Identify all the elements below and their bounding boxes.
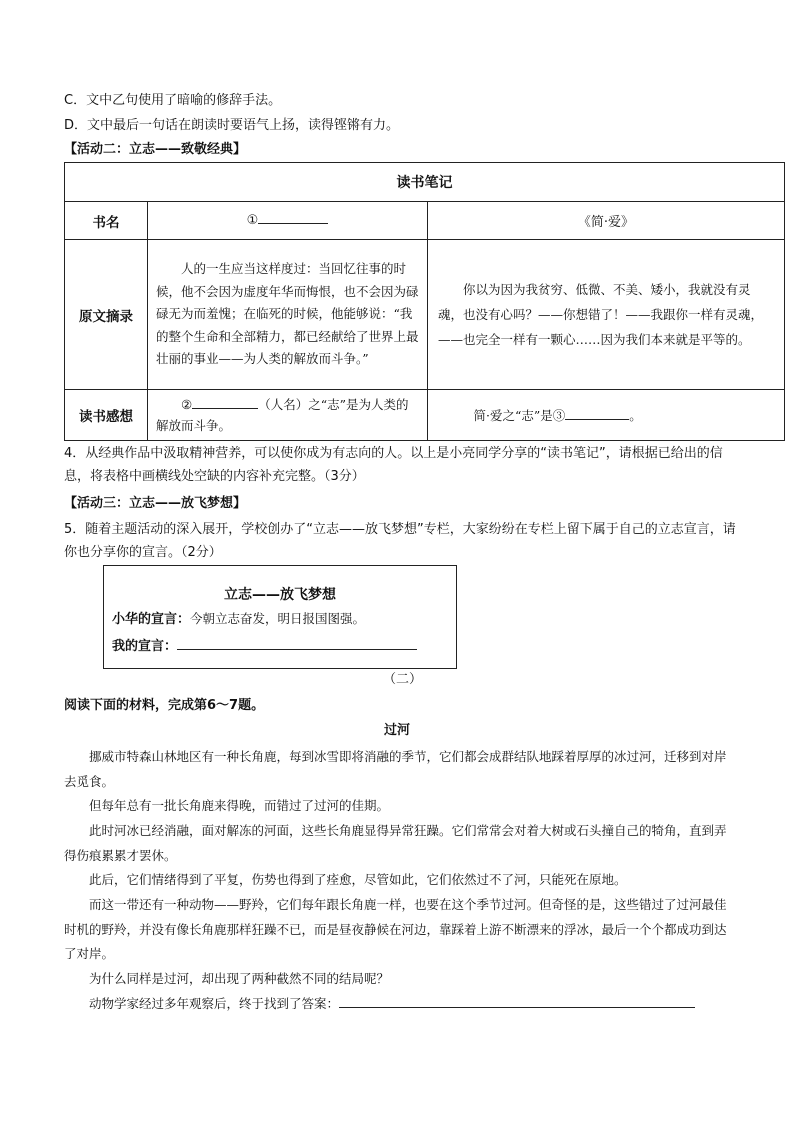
passage-title: 过河 (384, 723, 411, 738)
thoughts-right-end: 。 (629, 408, 642, 423)
passage-paragraph: 为什么同样是过河，却出现了两种截然不同的结局呢？ (89, 971, 390, 986)
my-declaration (112, 635, 417, 654)
passage-paragraph: 挪威市特森山林地区有一种长角鹿，每到冰雪即将消融的季节，它们都会成群结队地踩着厚厚的冰过河，迁移到对岸去觅食。 (64, 749, 727, 789)
passage-paragraph: 但每年总有一批长角鹿来得晚，而错过了过河的佳期。 (89, 798, 390, 813)
section-number: （二） (383, 672, 423, 687)
reading-notes-table (64, 162, 785, 441)
question-4: 4．从经典作品中汲取精神营养，可以使你成为有志向的人。以上是小亮同学分享的“读书笔记”，请根据已给出的信息，将表格中画横线处空缺的内容补充完整。（3分） (64, 446, 723, 484)
option-c: C．文中乙句使用了暗喻的修辞手法。 (64, 93, 282, 108)
thoughts-left-text: （人名）之“志”是为人类的解放而斗争。 (156, 397, 409, 433)
blank-3-line[interactable] (565, 419, 629, 420)
my-label: 我的宣言： (112, 639, 178, 654)
xiaohua-text: 今朝立志奋发，明日报国图强。 (190, 611, 366, 626)
my-declaration-line[interactable] (177, 649, 417, 650)
question-5: 5．随着主题活动的深入展开，学校创办了“立志——放飞梦想”专栏，大家纷纷在专栏上留下属于自己的立志宣言，请你也分享你的宣言。（2分） (64, 522, 736, 560)
declaration-title: 立志——放飞梦想 (224, 587, 336, 603)
book-title-jane-eyre: 《简·爱》 (428, 202, 785, 240)
activity3-heading: 【活动三：立志——放飞梦想】 (64, 496, 247, 511)
thoughts-left (148, 390, 428, 441)
blank-2-number: ② (181, 397, 193, 412)
thoughts-label: 读书感想 (65, 390, 148, 441)
xiaohua-declaration (112, 608, 365, 627)
excerpt-right: 你以为因为我贫穷、低微、不美、矮小，我就没有灵魂，也没有心吗？——你想错了！——我跟你一样有灵魂，——也完全一样有一颗心……因为我们本来就是平等的。 (428, 240, 785, 390)
passage-paragraph: 此时河冰已经消融，面对解冻的河面，这些长角鹿显得异常狂躁。它们常常会对着大树或石头撞自己的犄角，直到弄得伤痕累累才罢休。 (64, 823, 727, 863)
excerpt-left: 人的一生应当这样度过：当回忆往事的时候，他不会因为虚度年华而悔恨，也不会因为碌碌无为而羞愧；在临死的时候，他能够说：“我的整个生命和全部精力，都已经献给了世界上最壮丽的事业——为人类的解放而斗争。” (148, 240, 428, 390)
xiaohua-label: 小华的宣言： (112, 612, 191, 627)
answer-line[interactable] (339, 1007, 695, 1008)
activity2-heading: 【活动二：立志——致敬经典】 (64, 142, 247, 157)
passage-paragraph-last (64, 992, 695, 1017)
blank-2-line[interactable] (192, 408, 258, 409)
book-label: 书名 (65, 202, 148, 240)
passage-paragraph: 而这一带还有一种动物——野羚，它们每年跟长角鹿一样，也要在这个季节过河。但奇怪的是，这些错过了过河最佳时机的野羚，并没有像长角鹿那样狂躁不已，而是昼夜静候在河边，靠踩着上游不断漂来的浮冰，最后一个个都成功到达了对岸。 (64, 897, 727, 961)
table-title: 读书笔记 (65, 163, 785, 202)
blank-1-number: ① (246, 213, 259, 228)
thoughts-right (428, 390, 785, 441)
blank-1-line[interactable] (258, 223, 328, 224)
declaration-box (103, 565, 457, 669)
passage-paragraph-text: 动物学家经过多年观察后，终于找到了答案： (89, 996, 340, 1011)
thoughts-right-text: 简·爱之“志”是③ (473, 408, 566, 423)
excerpt-label: 原文摘录 (65, 240, 148, 390)
option-d: D．文中最后一句话在朗读时要语气上扬，读得铿锵有力。 (64, 118, 400, 133)
passage-paragraph: 此后，它们情绪得到了平复，伤势也得到了痊愈，尽管如此，它们依然过不了河，只能死在原地。 (89, 872, 627, 887)
book-blank-cell (148, 202, 428, 240)
reading-instruction: 阅读下面的材料，完成第6～7题。 (64, 698, 265, 713)
